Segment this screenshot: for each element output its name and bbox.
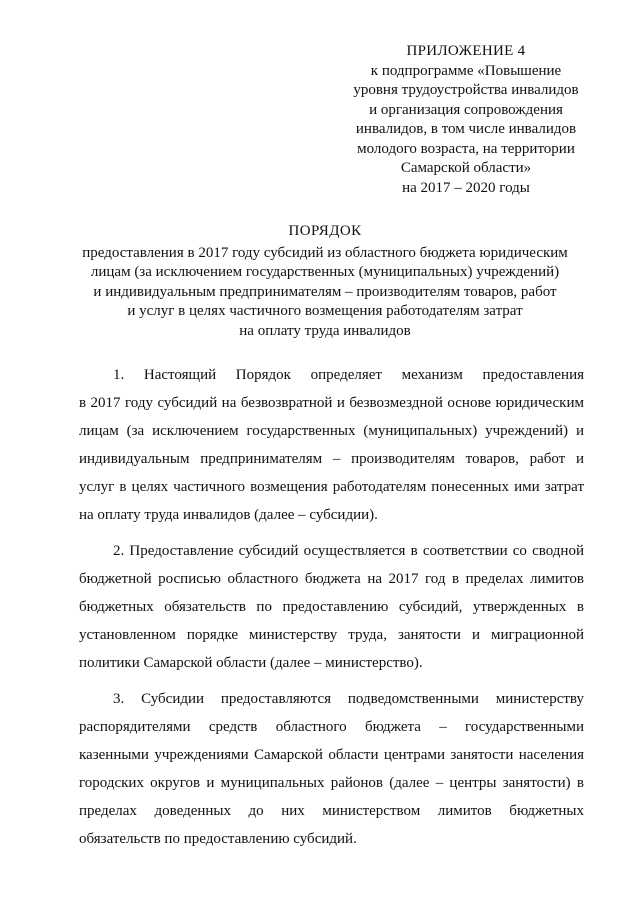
paragraph-line: установленном порядке министерству труда, занятости и миграционной bbox=[79, 627, 584, 643]
heading-line: и индивидуальным предпринимателям – производителям товаров, работ bbox=[93, 283, 557, 300]
document-body bbox=[79, 361, 584, 861]
paragraph-line: лицам (за исключением государственных (муниципальных) учреждений) и bbox=[79, 423, 584, 439]
paragraph-3 bbox=[79, 685, 584, 853]
heading-line: лицам (за исключением государственных (муниципальных) учреждений) bbox=[90, 264, 560, 280]
document-heading bbox=[60, 222, 590, 341]
appendix-title: ПРИЛОЖЕНИЕ 4 bbox=[406, 43, 526, 59]
paragraph-line: 1. Настоящий Порядок определяет механизм предоставления bbox=[113, 367, 584, 383]
appendix-header bbox=[336, 42, 596, 198]
paragraph-line: политики Самарской области (далее – министерство). bbox=[79, 655, 423, 671]
paragraph-line: казенными учреждениями Самарской области центрами занятости населения bbox=[79, 747, 584, 763]
paragraph-line: индивидуальным предпринимателям – производителям товаров, работ и bbox=[79, 451, 584, 467]
appendix-line: Самарской области» bbox=[400, 160, 532, 176]
heading-line: предоставления в 2017 году субсидий из областного бюджета юридическим bbox=[82, 244, 568, 261]
heading-line: и услуг в целях частичного возмещения работодателям затрат bbox=[127, 303, 523, 319]
appendix-line: уровня трудоустройства инвалидов bbox=[353, 82, 579, 98]
appendix-line: к подпрограмме «Повышение bbox=[370, 62, 562, 79]
heading-line: на оплату труда инвалидов bbox=[239, 322, 411, 339]
paragraph-line: обязательств по предоставлению субсидий. bbox=[79, 831, 357, 847]
paragraph-line: распорядителями средств областного бюджета – государственными bbox=[79, 719, 584, 735]
paragraph-line: на оплату труда инвалидов (далее – субсидии). bbox=[79, 507, 378, 523]
paragraph-line: 2. Предоставление субсидий осуществляется в соответствии со сводной bbox=[113, 543, 584, 559]
paragraph-line: 3. Субсидии предоставляются подведомственными министерству bbox=[113, 691, 584, 707]
appendix-line: инвалидов, в том числе инвалидов bbox=[355, 121, 577, 137]
paragraph-line: городских округов и муниципальных районов (далее – центры занятости) в bbox=[79, 775, 584, 791]
paragraph-line: пределах доведенных до них министерством лимитов бюджетных bbox=[79, 803, 584, 819]
paragraph-line: бюджетной росписью областного бюджета на 2017 год в пределах лимитов bbox=[79, 571, 584, 587]
paragraph-line: в 2017 году субсидий на безвозвратной и безвозмездной основе юридическим bbox=[79, 395, 584, 411]
appendix-line: молодого возраста, на территории bbox=[357, 140, 575, 157]
paragraph-line: бюджетных обязательств по предоставлению субсидий, утвержденных в bbox=[79, 599, 584, 615]
heading-title: ПОРЯДОК bbox=[288, 223, 362, 239]
paragraph-1 bbox=[79, 361, 584, 529]
paragraph-line: услуг в целях частичного возмещения работодателям понесенных ими затрат bbox=[79, 479, 584, 495]
appendix-line: и организация сопровождения bbox=[369, 101, 563, 118]
appendix-line: на 2017 – 2020 годы bbox=[402, 179, 530, 196]
paragraph-2 bbox=[79, 537, 584, 677]
